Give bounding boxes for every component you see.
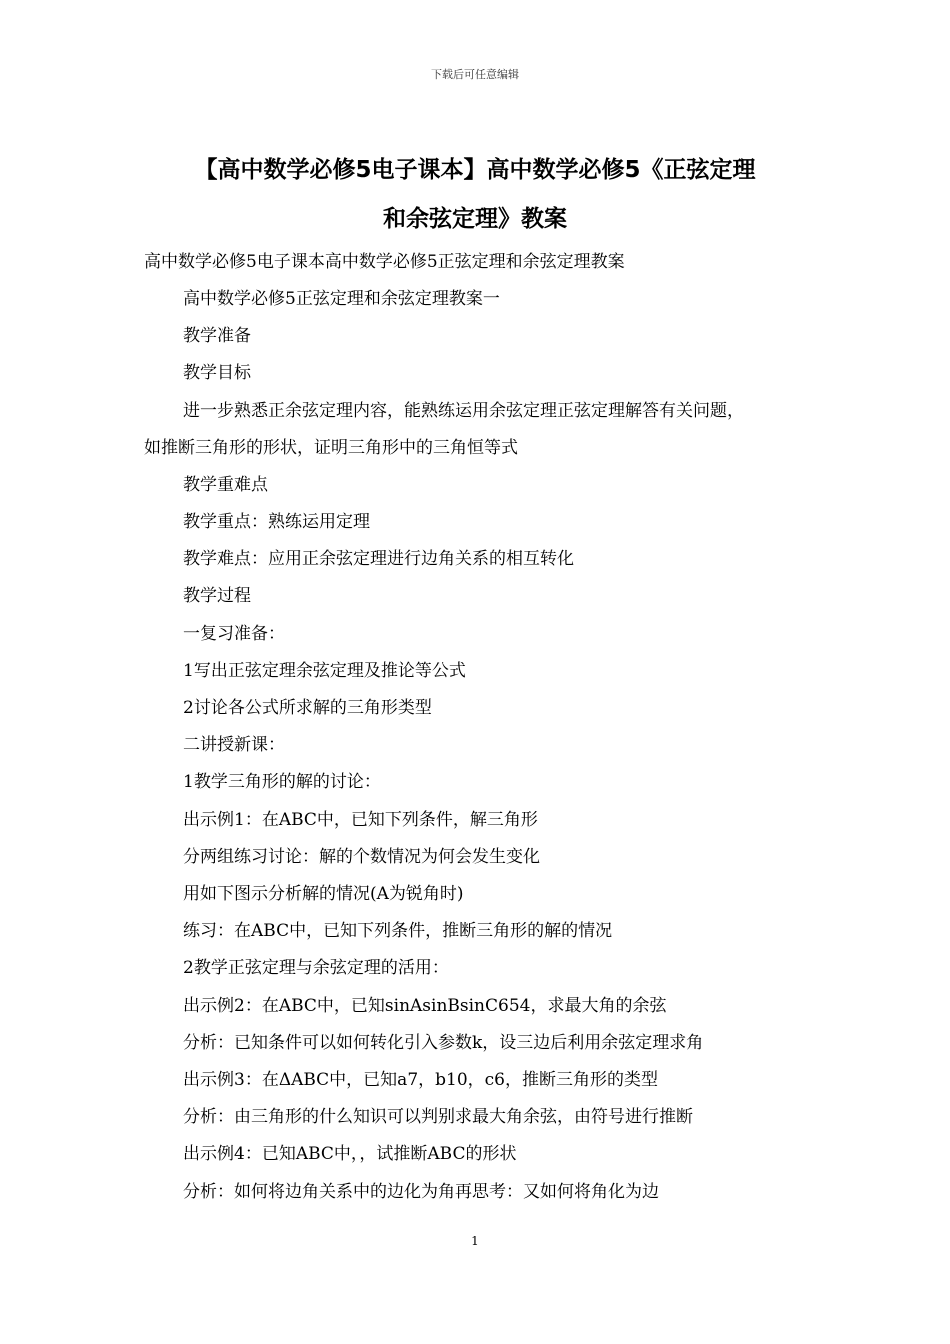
- example-2: 出示例2：在ABC中，已知sinAsinBsinC654，求最大角的余弦: [183, 996, 667, 1016]
- analysis-3: 分析：由三角形的什么知识可以判别求最大角余弦，由符号进行推断: [183, 1107, 693, 1127]
- example-4: 出示例4：已知ABC中，，试推断ABC的形状: [183, 1144, 517, 1164]
- analysis-4: 分析：如何将边角关系中的边化为角再思考：又如何将角化为边: [183, 1182, 659, 1202]
- page-number: 1: [471, 1234, 479, 1248]
- group-discussion: 分两组练习讨论：解的个数情况为何会发生变化: [183, 847, 540, 867]
- example-1: 出示例1：在ABC中，已知下列条件，解三角形: [183, 810, 538, 830]
- new-lesson-heading: 二讲授新课：: [183, 735, 285, 755]
- goal-text-line-1: 进一步熟悉正余弦定理内容，能熟练运用余弦定理正弦定理解答有关问题，: [183, 401, 744, 421]
- section-teaching-process: 教学过程: [183, 586, 251, 606]
- diagram-note: 用如下图示分析解的情况(A为锐角时): [183, 884, 464, 904]
- lesson-item-2: 2教学正弦定理与余弦定理的活用：: [183, 958, 449, 978]
- analysis-2: 分析：已知条件可以如何转化引入参数k，设三边后利用余弦定理求角: [183, 1033, 704, 1053]
- difficult-point: 教学难点：应用正余弦定理进行边角关系的相互转化: [183, 549, 574, 569]
- document-title-line-2: 和余弦定理》教案: [383, 206, 567, 232]
- review-item-1: 1写出正弦定理余弦定理及推论等公式: [183, 661, 466, 681]
- section-teaching-goal: 教学目标: [183, 363, 251, 383]
- review-item-2: 2讨论各公式所求解的三角形类型: [183, 698, 432, 718]
- key-point: 教学重点：熟练运用定理: [183, 512, 370, 532]
- header-note: 下载后可任意编辑: [431, 68, 519, 81]
- section-key-difficult: 教学重难点: [183, 475, 268, 495]
- document-title-line-1: 【高中数学必修5电子课本】高中数学必修5《正弦定理: [194, 157, 756, 183]
- goal-text-line-2: 如推断三角形的形状，证明三角形中的三角恒等式: [144, 438, 518, 458]
- intro-paragraph: 高中数学必修5电子课本高中数学必修5正弦定理和余弦定理教案: [144, 252, 625, 272]
- lesson-item-1: 1教学三角形的解的讨论：: [183, 772, 381, 792]
- section-teaching-prep: 教学准备: [183, 326, 251, 346]
- example-3: 出示例3：在ΔABC中，已知a7，b10，c6，推断三角形的类型: [183, 1070, 658, 1090]
- exercise: 练习：在ABC中，已知下列条件，推断三角形的解的情况: [183, 921, 613, 941]
- review-heading: 一复习准备：: [183, 624, 285, 644]
- lesson-title: 高中数学必修5正弦定理和余弦定理教案一: [183, 289, 500, 309]
